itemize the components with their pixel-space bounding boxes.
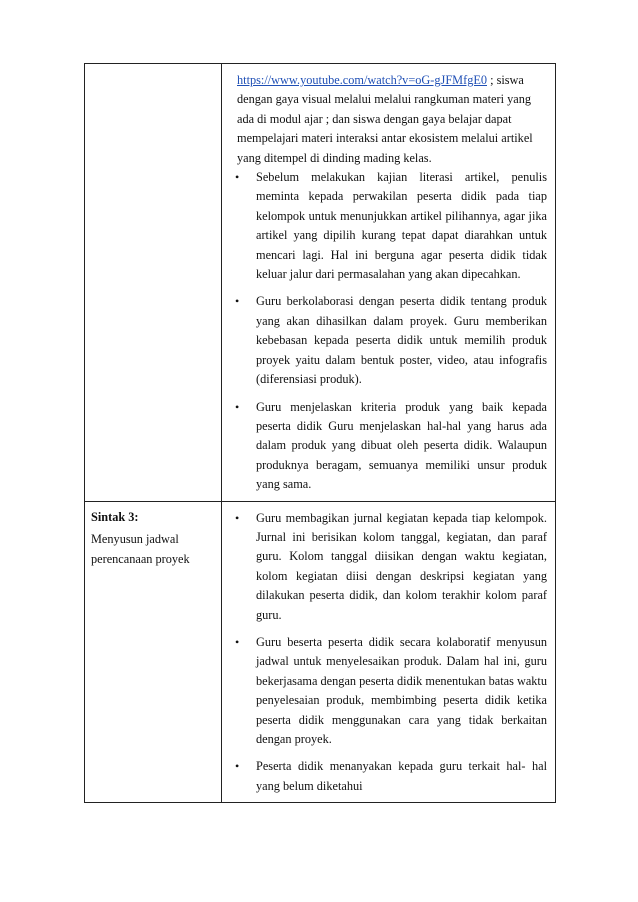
- list-item: [234, 509, 547, 625]
- sintak-cell: [85, 501, 222, 803]
- activity-cell: [222, 64, 556, 502]
- sintak-subtitle: Menyusun jadwal perencanaan proyek: [91, 531, 190, 566]
- list-item: [234, 168, 547, 284]
- list-item-text: Guru menjelaskan kriteria produk yang baik kepada peserta didik Guru menjelaskan hal-hal yang harus ada dalam produk yang dibuat oleh peserta didik. Walaupun produknya beragam, semuanya memiliki unsur produk yang sama.: [256, 399, 547, 492]
- sintak-title: Sintak 3:: [91, 509, 139, 524]
- table-row: [85, 501, 556, 803]
- list-item-text: Peserta didik menanyakan kepada guru terkait hal- hal yang belum diketahui: [256, 759, 547, 793]
- activity-cell: [222, 501, 556, 803]
- list-item-text: Guru beserta peserta didik secara kolaboratif menyusun jadwal untuk menyelesaikan produk. Dalam hal ini, guru bekerjasama dengan peserta didik menentukan batas waktu penyelesaian produk, membimbing peserta didik ketika peserta didik menggunakan cara yang tidak berkaitan dengan proyek.: [256, 634, 547, 746]
- lesson-table: [84, 63, 556, 803]
- bullet-icon: •: [235, 510, 240, 525]
- list-item: [234, 757, 547, 796]
- list-item: [234, 633, 547, 749]
- continuation-text: ; siswa dengan gaya visual melalui melalui rangkuman materi yang ada di modul ajar ; dan siswa dengan gaya belajar dapat mempelajari materi interaksi antar ekosistem melalui artikel yang ditempel di dinding mading kelas.: [237, 73, 533, 165]
- activity-list: [234, 509, 547, 797]
- table-row: [85, 64, 556, 502]
- list-item: [234, 292, 547, 389]
- bullet-icon: •: [235, 294, 240, 309]
- list-item-text: Sebelum melakukan kajian literasi artikel, penulis meminta kepada perwakilan peserta didik pada tiap kelompok untuk menunjukkan artikel pilihannya, agar jika artikel yang dipilih kurang tepat dapat diarahkan untuk mencari lagi. Hal ini berguna agar peserta didik tidak keluar jalur dari permasalahan yang akan dipecahkan.: [256, 170, 547, 282]
- continuation-paragraph: [234, 71, 547, 168]
- bullet-icon: •: [235, 399, 240, 414]
- list-item-text: Guru berkolaborasi dengan peserta didik tentang produk yang akan dihasilkan dalam proyek. Guru memberikan kebebasan kepada peserta didik untuk memilih produk proyek yaitu dalam bentuk poster, video, atau infografis (diferensiasi produk).: [256, 294, 547, 387]
- bullet-icon: •: [235, 759, 240, 774]
- bullet-icon: •: [235, 170, 240, 185]
- activity-list: [234, 168, 547, 495]
- youtube-link[interactable]: https://www.youtube.com/watch?v=oG-gJFMfgE0: [237, 73, 487, 87]
- list-item: [234, 398, 547, 495]
- bullet-icon: •: [235, 634, 240, 649]
- list-item-text: Guru membagikan jurnal kegiatan kepada tiap kelompok. Jurnal ini berisikan kolom tanggal, kegiatan, dan paraf guru. Kolom tanggal diisikan dengan waktu kegiatan, kolom kegiatan diisi dengan deskripsi kegiatan yang dilakukan peserta didik, dan kolom terakhir kolom paraf guru.: [256, 510, 547, 622]
- sintak-cell-empty: [85, 64, 222, 502]
